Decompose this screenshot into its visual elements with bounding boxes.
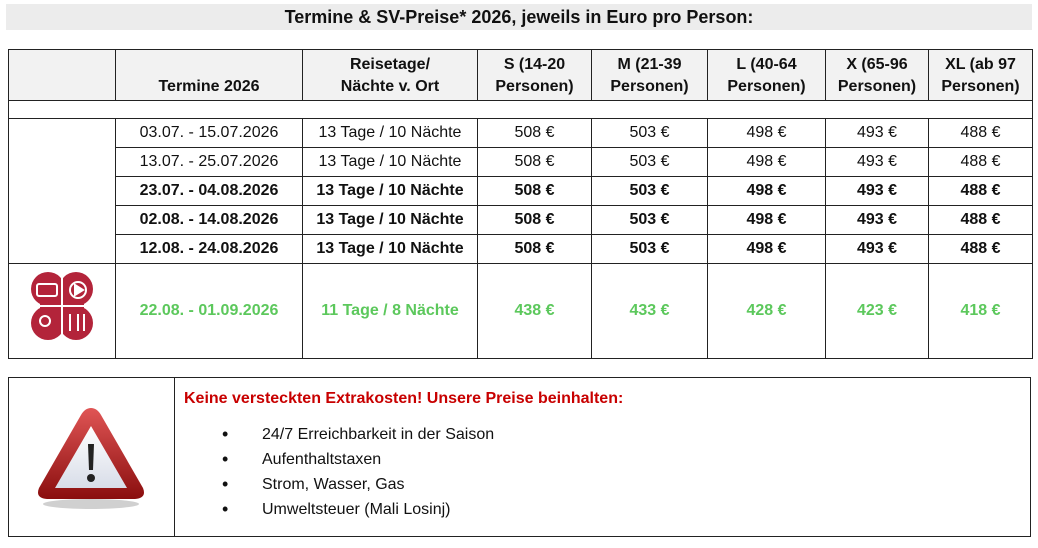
duration-cell: 13 Tage / 10 Nächte [303, 119, 478, 148]
header-m-line1: M (21-39 [617, 56, 682, 73]
price-m-cell: 503 € [592, 177, 708, 206]
price-x-cell: 493 € [826, 148, 929, 177]
price-m-cell: 503 € [592, 148, 708, 177]
table-row [9, 148, 1033, 177]
date-cell: 13.07. - 25.07.2026 [116, 148, 303, 177]
price-s-cell: 508 € [478, 177, 592, 206]
notice-content [184, 390, 623, 522]
notice-heading: Keine versteckten Extrakosten! Unsere Preise beinhalten: [184, 390, 624, 407]
price-m-cell: 433 € [592, 264, 708, 359]
price-xl-cell: 488 € [929, 235, 1033, 264]
price-l-cell: 498 € [708, 235, 826, 264]
price-m-cell: 503 € [592, 206, 708, 235]
price-l-cell: 498 € [708, 177, 826, 206]
header-s [478, 50, 592, 101]
date-cell: 12.08. - 24.08.2026 [116, 235, 303, 264]
logo-cell [9, 264, 116, 359]
list-item: • 24/7 Erreichbarkeit in der Saison [184, 422, 623, 447]
header-xl [929, 50, 1033, 101]
price-x-cell: 493 € [826, 235, 929, 264]
header-m-line2: Personen) [610, 78, 689, 95]
list-item: • Aufenthaltstaxen [184, 447, 623, 472]
header-m [592, 50, 708, 101]
price-x-cell: 493 € [826, 119, 929, 148]
table-row-highlight [9, 264, 1033, 359]
price-x-cell: 493 € [826, 206, 929, 235]
table-row [9, 119, 1033, 148]
header-s-line2: Personen) [495, 78, 574, 95]
header-termine [116, 50, 303, 101]
header-termine-label: Termine 2026 [158, 78, 260, 95]
price-s-cell: 508 € [478, 148, 592, 177]
duration-cell: 13 Tage / 10 Nächte [303, 235, 478, 264]
price-s-cell: 438 € [478, 264, 592, 359]
duration-cell: 13 Tage / 10 Nächte [303, 177, 478, 206]
header-x-line2: Personen) [837, 78, 917, 95]
price-l-cell: 498 € [708, 206, 826, 235]
header-xl-line2: Personen) [941, 78, 1020, 95]
spacer-cell [9, 101, 1033, 119]
header-l-line1: L (40-64 [736, 56, 797, 73]
header-reisetage-line1: Reisetage/ [349, 56, 431, 73]
date-cell: 23.07. - 04.08.2026 [116, 177, 303, 206]
table-row [9, 235, 1033, 264]
header-xl-line1: XL (ab 97 [945, 56, 1016, 73]
price-xl-cell: 488 € [929, 206, 1033, 235]
duration-cell: 13 Tage / 10 Nächte [303, 148, 478, 177]
header-x-line1: X (65-96 [846, 56, 908, 73]
header-row [9, 50, 1033, 101]
date-cell: 22.08. - 01.09.2026 [116, 264, 303, 359]
header-reisetage-line2: Nächte v. Ort [340, 78, 440, 95]
price-xl-cell: 488 € [929, 177, 1033, 206]
header-l-line2: Personen) [727, 78, 806, 95]
table-row [9, 177, 1033, 206]
price-m-cell: 503 € [592, 235, 708, 264]
clover-activities-logo-icon [18, 269, 106, 349]
notice-box [8, 377, 1031, 537]
price-l-cell: 428 € [708, 264, 826, 359]
warning-panel [9, 378, 175, 536]
price-table [8, 49, 1033, 359]
price-x-cell: 423 € [826, 264, 929, 359]
header-reisetage [303, 50, 478, 101]
price-l-cell: 498 € [708, 148, 826, 177]
page-title: Termine & SV-Preise* 2026, jeweils in Euro pro Person: [6, 4, 1032, 30]
warning-triangle-icon [31, 402, 151, 512]
date-cell: 02.08. - 14.08.2026 [116, 206, 303, 235]
spacer-row [9, 101, 1033, 119]
header-x [826, 50, 929, 101]
price-s-cell: 508 € [478, 206, 592, 235]
price-s-cell: 508 € [478, 119, 592, 148]
price-x-cell: 493 € [826, 177, 929, 206]
duration-cell: 13 Tage / 10 Nächte [303, 206, 478, 235]
included-list [184, 422, 623, 522]
price-xl-cell: 488 € [929, 119, 1033, 148]
date-cell: 03.07. - 15.07.2026 [116, 119, 303, 148]
list-item: • Strom, Wasser, Gas [184, 472, 623, 497]
price-l-cell: 498 € [708, 119, 826, 148]
list-item: • Umweltsteuer (Mali Losinj) [184, 497, 623, 522]
price-s-cell: 508 € [478, 235, 592, 264]
header-s-line1: S (14-20 [503, 56, 566, 73]
price-xl-cell: 488 € [929, 148, 1033, 177]
empty-side-cell [9, 119, 116, 264]
header-empty [9, 50, 116, 101]
price-m-cell: 503 € [592, 119, 708, 148]
header-l [708, 50, 826, 101]
price-xl-cell: 418 € [929, 264, 1033, 359]
duration-cell: 11 Tage / 8 Nächte [303, 264, 478, 359]
table-row [9, 206, 1033, 235]
